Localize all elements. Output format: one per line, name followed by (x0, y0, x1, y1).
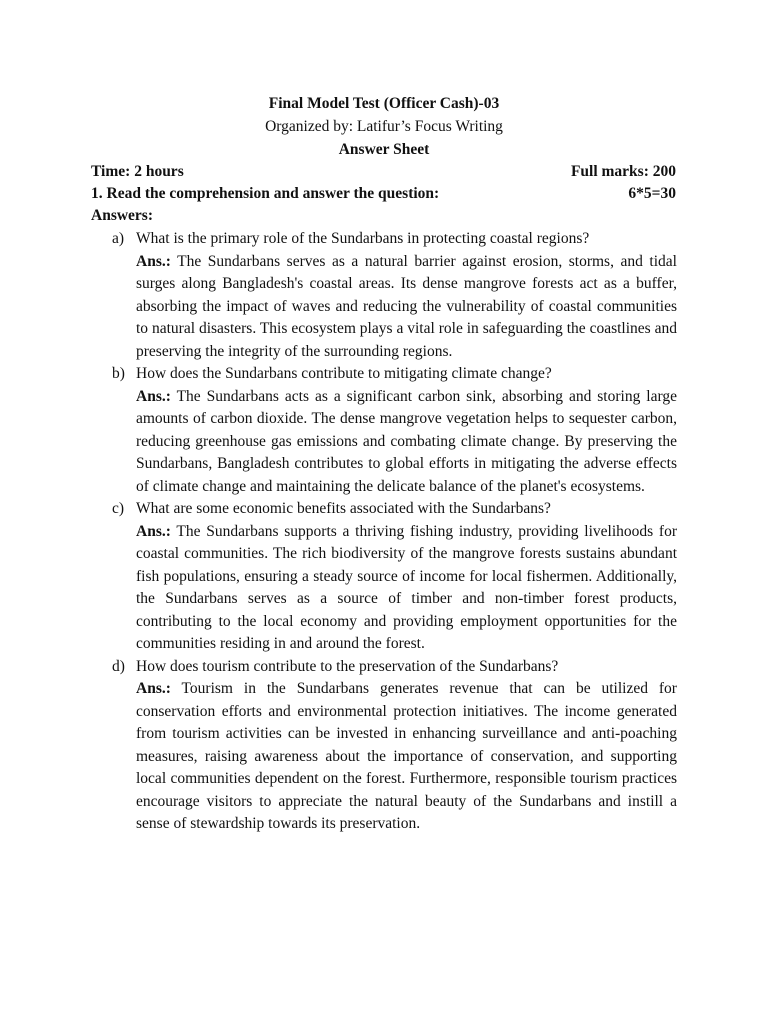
answer-sheet-heading: Answer Sheet (338, 141, 430, 158)
qa-item-c (0, 498, 768, 656)
answer-label: Ans.: (136, 522, 171, 540)
answer-paragraph (136, 521, 677, 656)
question-text: How does the Sundarbans contribute to mitigating climate change? (136, 365, 552, 382)
answer-text: The Sundarbans acts as a significant carbon sink, absorbing and storing large amounts of carbon dioxide. The dense mangrove vegetation helps to sequester carbon, reducing greenhouse gas emissions and combating climate change. By preserving the Sundarbans, Bangladesh contributes to global efforts in mitigating the adverse effects of climate change and maintaining the delicate balance of the planet's ecosystems. (136, 387, 677, 495)
question-text: What are some economic benefits associated with the Sundarbans? (136, 500, 551, 517)
answer-text: The Sundarbans supports a thriving fishing industry, providing livelihoods for coastal communities. The rich biodiversity of the mangrove forests sustains abundant fish populations, ensuring a steady source of income for local fishermen. Additionally, the Sundarbans serves as a source of timber and non-timber forest products, contributing to the local economy and providing employment opportunities for the communities residing in and around the forest. (136, 522, 677, 652)
question-instruction: 1. Read the comprehension and answer the question: (91, 185, 440, 202)
question-line (0, 656, 768, 679)
question-instruction-row (91, 183, 676, 205)
answer-label: Ans.: (136, 680, 171, 697)
document-title: Final Model Test (Officer Cash)-03 (268, 95, 500, 112)
qa-item-a (0, 228, 768, 363)
question-line (0, 498, 768, 521)
question-letter: d) (112, 657, 125, 675)
answer-label: Ans.: (136, 252, 171, 270)
answer-text: The Sundarbans serves as a natural barrier against erosion, storms, and tidal surges along Bangladesh's coastal areas. Its dense mangrove forests act as a buffer, absorbing the impact of waves and reducing the vulnerability of coastal communities to natural disasters. This ecosystem plays a vital role in safeguarding the coastlines and preserving the integrity of the surrounding regions. (136, 252, 677, 360)
qa-item-d (0, 656, 768, 836)
full-marks-label: Full marks: 200 (570, 163, 676, 180)
answer-paragraph (136, 386, 677, 499)
answers-label: Answers: (91, 207, 153, 224)
answer-paragraph (136, 678, 677, 836)
time-marks-row (91, 161, 676, 183)
question-letter: a) (112, 230, 125, 247)
question-marks: 6*5=30 (628, 185, 676, 202)
organizer-line: Organized by: Latifur’s Focus Writing (265, 118, 503, 135)
question-letter: b) (112, 365, 125, 382)
answer-text: Tourism in the Sundarbans generates revenue that can be utilized for conservation efforts and environmental protection initiatives. The income generated from tourism activities can be invested in enhancing surveillance and anti-poaching measures, raising awareness about the importance of conservation, and supporting local communities dependent on the forest. Furthermore, responsible tourism practices encourage visitors to appreciate the natural beauty of the Sundarbans and instill a sense of stewardship towards its preservation. (136, 680, 677, 832)
question-text: How does tourism contribute to the preservation of the Sundarbans? (136, 657, 559, 675)
question-line (0, 228, 768, 251)
qa-item-b (0, 363, 768, 498)
time-label: Time: 2 hours (91, 163, 184, 180)
answer-paragraph (136, 251, 677, 364)
question-text: What is the primary role of the Sundarbans in protecting coastal regions? (136, 230, 590, 247)
answer-label: Ans.: (136, 387, 171, 405)
question-letter: c) (112, 500, 125, 517)
question-line (0, 363, 768, 386)
qa-list (0, 228, 768, 836)
